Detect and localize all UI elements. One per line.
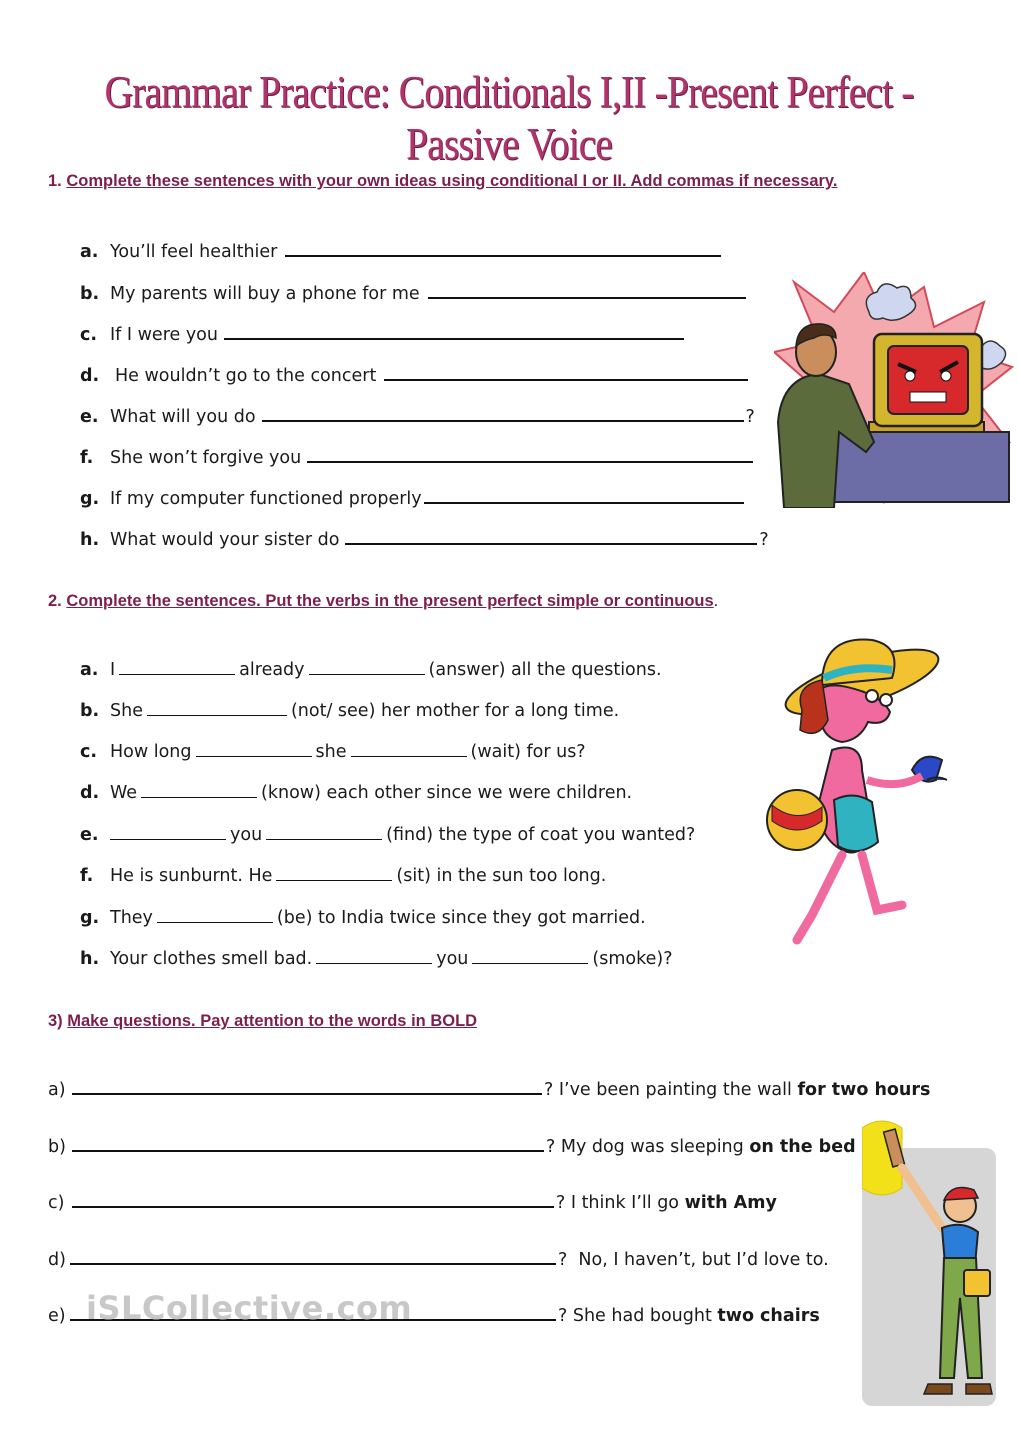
question-blank[interactable]	[70, 1245, 556, 1265]
item-end: ?	[745, 407, 755, 427]
answer-blank[interactable]	[141, 779, 257, 798]
item-text: ? She had bought	[558, 1306, 718, 1326]
item-letter: g.	[80, 908, 100, 928]
item-text: (know) each other since we were children.	[261, 783, 633, 803]
s3-item-c	[48, 1188, 777, 1213]
item-text: How long	[110, 742, 192, 762]
item-letter: e.	[80, 825, 99, 845]
item-letter: a.	[80, 242, 99, 262]
item-letter: d.	[80, 783, 100, 803]
item-text: He is sunburnt. He	[110, 866, 273, 886]
sunburnt-woman-illustration	[762, 630, 962, 955]
item-letter: c.	[80, 325, 98, 345]
s3-item-a	[48, 1075, 930, 1100]
item-text: ? My dog was sleeping	[546, 1137, 750, 1157]
item-letter: d.	[80, 366, 100, 386]
item-text: (not/ see) her mother for a long time.	[290, 701, 620, 721]
item-text: We	[110, 783, 138, 803]
item-text: He wouldn’t go to the concert	[115, 366, 377, 386]
item-text: (wait) for us?	[470, 742, 586, 762]
item-text: I	[110, 660, 116, 680]
item-text: She	[110, 701, 143, 721]
swimsuit	[834, 795, 878, 851]
section2-heading	[48, 592, 718, 611]
item-text: (answer) all the questions.	[428, 660, 662, 680]
page-title: Grammar Practice: Conditionals I,II -Present Perfect - Passive Voice	[104, 67, 914, 169]
item-end: ?	[759, 530, 769, 550]
s2-item-e	[80, 821, 695, 845]
item-text: (be) to India twice since they got married.	[276, 908, 646, 928]
s3-item-d	[48, 1245, 829, 1270]
item-label: a)	[48, 1080, 66, 1100]
item-text: you	[436, 949, 469, 969]
woman-hair	[800, 680, 828, 733]
painter-illustration	[862, 1118, 1000, 1408]
s1-item-d	[80, 361, 750, 386]
angry-computer-illustration	[774, 272, 1014, 508]
s1-item-b	[80, 279, 748, 304]
item-text: My parents will buy a phone for me	[110, 284, 420, 304]
section2-number: 2.	[48, 592, 62, 610]
answer-blank[interactable]	[316, 945, 432, 964]
glasses-left	[866, 690, 878, 702]
item-text: They	[110, 908, 153, 928]
item-label: e)	[48, 1306, 66, 1326]
item-text: ? I think I’ll go	[556, 1193, 685, 1213]
s2-item-c	[80, 738, 586, 762]
answer-blank[interactable]	[472, 945, 588, 964]
item-label: c)	[48, 1193, 65, 1213]
section2-instruction: Complete the sentences. Put the verbs in the present perfect simple or continuous	[66, 592, 714, 610]
s2-item-d	[80, 779, 632, 803]
glasses-right	[880, 694, 892, 706]
item-label: d)	[48, 1250, 66, 1270]
answer-blank[interactable]	[309, 656, 425, 675]
item-letter: h.	[80, 949, 100, 969]
s1-item-a	[80, 237, 723, 262]
section3-instruction: Make questions. Pay attention to the words in BOLD	[67, 1012, 478, 1030]
item-text: you	[230, 825, 263, 845]
s1-item-h	[80, 525, 769, 550]
item-text: You’ll feel healthier	[110, 242, 278, 262]
item-letter: a.	[80, 660, 99, 680]
eye	[905, 371, 915, 381]
eye	[941, 371, 951, 381]
answer-blank[interactable]	[110, 821, 226, 840]
item-text: ? I’ve been painting the wall	[544, 1080, 798, 1100]
screen-face	[888, 346, 968, 414]
section1-instruction: Complete these sentences with your own ideas using conditional I or II. Add commas if necessary.	[66, 172, 838, 190]
s2-item-f	[80, 862, 606, 886]
answer-blank[interactable]	[276, 862, 392, 881]
watermark: iSLCollective.com	[86, 1289, 413, 1327]
s1-item-g	[80, 484, 746, 509]
item-text: (find) the type of coat you wanted?	[386, 825, 696, 845]
answer-blank[interactable]	[196, 738, 312, 757]
item-text: she	[315, 742, 347, 762]
bold-words: with Amy	[684, 1193, 777, 1213]
answer-blank[interactable]	[307, 443, 753, 463]
answer-blank[interactable]	[147, 697, 287, 716]
item-text: What will you do	[110, 407, 256, 427]
answer-blank[interactable]	[266, 821, 382, 840]
item-letter: f.	[80, 866, 94, 886]
item-text: ? No, I haven’t, but I’d love to.	[558, 1250, 829, 1270]
item-text: Your clothes smell bad.	[110, 949, 313, 969]
answer-blank[interactable]	[384, 361, 748, 381]
item-letter: f.	[80, 448, 94, 468]
section1-number: 1.	[48, 172, 62, 190]
answer-blank[interactable]	[224, 320, 684, 340]
paint-bucket	[964, 1270, 990, 1296]
s1-item-c	[80, 320, 686, 345]
answer-blank[interactable]	[285, 237, 721, 257]
item-letter: b.	[80, 701, 100, 721]
answer-blank[interactable]	[157, 904, 273, 923]
answer-blank[interactable]	[424, 484, 744, 504]
s3-item-b	[48, 1132, 856, 1157]
section3-heading	[48, 1012, 477, 1031]
bold-words: for two hours	[797, 1080, 931, 1100]
item-letter: b.	[80, 284, 100, 304]
s1-item-f	[80, 443, 755, 468]
question-blank[interactable]	[72, 1188, 554, 1208]
question-blank[interactable]	[72, 1132, 544, 1152]
item-text: already	[239, 660, 305, 680]
item-letter: h.	[80, 530, 100, 550]
item-text: (sit) in the sun too long.	[396, 866, 607, 886]
s1-item-e	[80, 402, 755, 427]
answer-blank[interactable]	[262, 402, 744, 422]
item-text: If my computer functioned properly	[110, 489, 422, 509]
smoke-puff	[866, 284, 915, 320]
item-text: If I were you	[110, 325, 218, 345]
teeth	[910, 392, 946, 402]
item-text: What would your sister do	[110, 530, 340, 550]
answer-blank[interactable]	[119, 656, 235, 675]
item-text: She won’t forgive you	[110, 448, 302, 468]
item-label: b)	[48, 1137, 66, 1157]
question-blank[interactable]	[72, 1075, 542, 1095]
woman-legs	[797, 855, 902, 940]
s2-item-b	[80, 697, 619, 721]
item-letter: c.	[80, 742, 98, 762]
item-text: (smoke)?	[592, 949, 673, 969]
section2-trail: .	[713, 592, 719, 610]
s2-item-h	[80, 945, 672, 969]
answer-blank[interactable]	[428, 279, 746, 299]
section3-number: 3)	[48, 1012, 63, 1030]
item-letter: e.	[80, 407, 99, 427]
s2-item-g	[80, 904, 646, 928]
bold-words: two chairs	[717, 1306, 820, 1326]
s2-item-a	[80, 656, 662, 680]
answer-blank[interactable]	[345, 525, 757, 545]
bold-words: on the bed	[749, 1137, 856, 1157]
answer-blank[interactable]	[351, 738, 467, 757]
section1-heading	[48, 172, 837, 191]
woman-arm	[867, 776, 922, 784]
item-letter: g.	[80, 489, 100, 509]
